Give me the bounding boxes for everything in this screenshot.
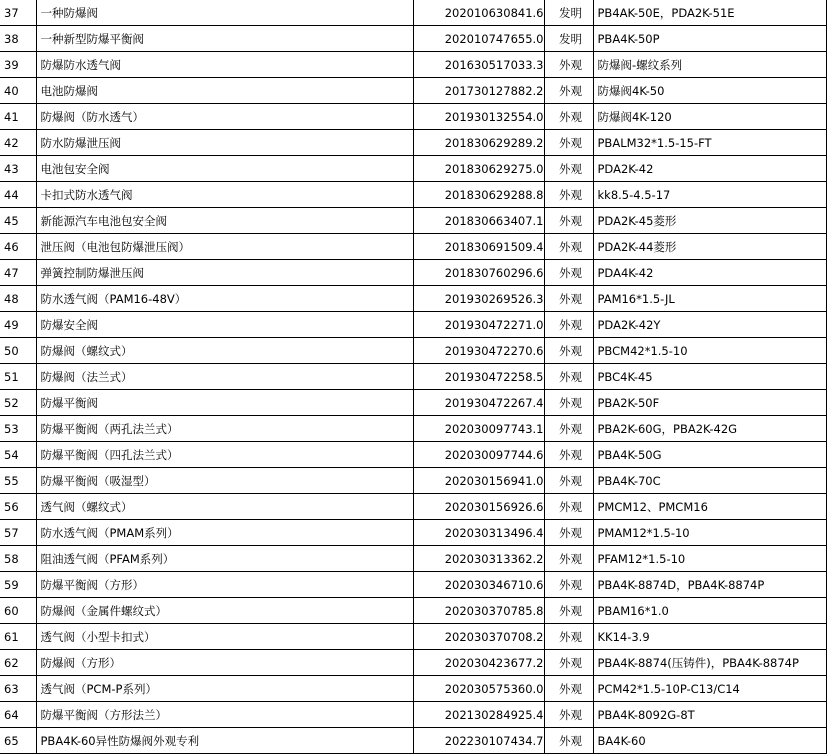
patent-type-cell: 外观 xyxy=(544,702,593,728)
patent-number-cell: 201630517033.3 xyxy=(413,52,544,78)
row-number-cell: 55 xyxy=(0,468,36,494)
product-name-cell: 电池包安全阀 xyxy=(36,156,413,182)
row-number-cell: 37 xyxy=(0,0,36,26)
patent-number-cell: 201830629275.0 xyxy=(413,156,544,182)
model-cell: PDA2K-42 xyxy=(593,156,826,182)
row-number-cell: 39 xyxy=(0,52,36,78)
product-name-cell: 防爆阀（防水透气） xyxy=(36,104,413,130)
patent-type-cell: 发明 xyxy=(544,26,593,52)
patent-number-cell: 201930132554.0 xyxy=(413,104,544,130)
row-number-cell: 43 xyxy=(0,156,36,182)
row-number-cell: 64 xyxy=(0,702,36,728)
model-cell: PBA4K-8874(压铸件)，PBA4K-8874P xyxy=(593,650,826,676)
row-number-cell: 56 xyxy=(0,494,36,520)
patent-type-cell: 外观 xyxy=(544,390,593,416)
table-row xyxy=(0,416,826,442)
row-number-cell: 40 xyxy=(0,78,36,104)
product-name-cell: 防爆平衡阀 xyxy=(36,390,413,416)
row-number-cell: 45 xyxy=(0,208,36,234)
table-row xyxy=(0,728,826,754)
model-cell: 防爆阀4K-120 xyxy=(593,104,826,130)
table-row xyxy=(0,260,826,286)
table-row xyxy=(0,156,826,182)
patent-number-cell: 202010747655.0 xyxy=(413,26,544,52)
patent-type-cell: 外观 xyxy=(544,78,593,104)
patent-type-cell: 外观 xyxy=(544,104,593,130)
product-name-cell: 阻油透气阀（PFAM系列） xyxy=(36,546,413,572)
model-cell: kk8.5-4.5-17 xyxy=(593,182,826,208)
patent-type-cell: 外观 xyxy=(544,546,593,572)
model-cell: PBA4K-50P xyxy=(593,26,826,52)
patent-type-cell: 外观 xyxy=(544,338,593,364)
patent-type-cell: 外观 xyxy=(544,260,593,286)
patent-type-cell: 外观 xyxy=(544,728,593,754)
model-cell: PBA4K-8874D，PBA4K-8874P xyxy=(593,572,826,598)
row-number-cell: 51 xyxy=(0,364,36,390)
product-name-cell: 卡扣式防水透气阀 xyxy=(36,182,413,208)
patent-number-cell: 202230107434.7 xyxy=(413,728,544,754)
model-cell: PBA4K-8092G-8T xyxy=(593,702,826,728)
row-number-cell: 41 xyxy=(0,104,36,130)
patent-number-cell: 202030156941.0 xyxy=(413,468,544,494)
product-name-cell: 泄压阀（电池包防爆泄压阀） xyxy=(36,234,413,260)
patent-type-cell: 外观 xyxy=(544,442,593,468)
row-number-cell: 58 xyxy=(0,546,36,572)
row-number-cell: 48 xyxy=(0,286,36,312)
product-name-cell: 防水透气阀（PAM16-48V） xyxy=(36,286,413,312)
product-name-cell: 透气阀（PCM-P系列） xyxy=(36,676,413,702)
model-cell: PCM42*1.5-10P-C13/C14 xyxy=(593,676,826,702)
table-row xyxy=(0,130,826,156)
patent-number-cell: 202010630841.6 xyxy=(413,0,544,26)
patent-type-cell: 外观 xyxy=(544,52,593,78)
table-row xyxy=(0,312,826,338)
patent-number-cell: 201930472270.6 xyxy=(413,338,544,364)
patent-number-cell: 202030313362.2 xyxy=(413,546,544,572)
row-number-cell: 52 xyxy=(0,390,36,416)
row-number-cell: 50 xyxy=(0,338,36,364)
table-row xyxy=(0,650,826,676)
row-number-cell: 46 xyxy=(0,234,36,260)
model-cell: PB4AK-50E，PDA2K-51E xyxy=(593,0,826,26)
patent-type-cell: 外观 xyxy=(544,520,593,546)
patent-number-cell: 201930472258.5 xyxy=(413,364,544,390)
patent-number-cell: 202030423677.2 xyxy=(413,650,544,676)
product-name-cell: 防爆防水透气阀 xyxy=(36,52,413,78)
product-name-cell: 防水防爆泄压阀 xyxy=(36,130,413,156)
model-cell: PFAM12*1.5-10 xyxy=(593,546,826,572)
patent-type-cell: 外观 xyxy=(544,364,593,390)
patent-type-cell: 外观 xyxy=(544,286,593,312)
model-cell: PBA4K-70C xyxy=(593,468,826,494)
row-number-cell: 47 xyxy=(0,260,36,286)
patent-type-cell: 外观 xyxy=(544,208,593,234)
patent-number-cell: 201830760296.6 xyxy=(413,260,544,286)
row-number-cell: 61 xyxy=(0,624,36,650)
row-number-cell: 54 xyxy=(0,442,36,468)
model-cell: PDA2K-45菱形 xyxy=(593,208,826,234)
product-name-cell: 防爆平衡阀（两孔法兰式） xyxy=(36,416,413,442)
row-number-cell: 38 xyxy=(0,26,36,52)
product-name-cell: 透气阀（小型卡扣式） xyxy=(36,624,413,650)
patent-number-cell: 201730127882.2 xyxy=(413,78,544,104)
patent-number-cell: 202030313496.4 xyxy=(413,520,544,546)
table-row xyxy=(0,442,826,468)
patent-type-cell: 外观 xyxy=(544,416,593,442)
patent-number-cell: 202030097743.1 xyxy=(413,416,544,442)
table-row xyxy=(0,546,826,572)
product-name-cell: 防爆平衡阀（方形法兰） xyxy=(36,702,413,728)
patent-type-cell: 外观 xyxy=(544,312,593,338)
patent-type-cell: 外观 xyxy=(544,468,593,494)
patent-type-cell: 外观 xyxy=(544,650,593,676)
model-cell: PBA4K-50G xyxy=(593,442,826,468)
product-name-cell: 防水透气阀（PMAM系列） xyxy=(36,520,413,546)
product-name-cell: 弹簧控制防爆泄压阀 xyxy=(36,260,413,286)
patent-number-cell: 201830663407.1 xyxy=(413,208,544,234)
product-name-cell: PBA4K-60异性防爆阀外观专利 xyxy=(36,728,413,754)
model-cell: 防爆阀4K-50 xyxy=(593,78,826,104)
model-cell: PDA4K-42 xyxy=(593,260,826,286)
patent-number-cell: 202030346710.6 xyxy=(413,572,544,598)
patent-number-cell: 201930472267.4 xyxy=(413,390,544,416)
product-name-cell: 防爆阀（方形） xyxy=(36,650,413,676)
table-row xyxy=(0,702,826,728)
table-row xyxy=(0,104,826,130)
table-row xyxy=(0,52,826,78)
row-number-cell: 60 xyxy=(0,598,36,624)
patent-type-cell: 外观 xyxy=(544,494,593,520)
model-cell: PBA2K-50F xyxy=(593,390,826,416)
patent-number-cell: 201830691509.4 xyxy=(413,234,544,260)
table-row xyxy=(0,364,826,390)
patent-number-cell: 202130284925.4 xyxy=(413,702,544,728)
product-name-cell: 一种新型防爆平衡阀 xyxy=(36,26,413,52)
patent-number-cell: 202030097744.6 xyxy=(413,442,544,468)
table-row xyxy=(0,676,826,702)
patent-type-cell: 外观 xyxy=(544,182,593,208)
table-row xyxy=(0,520,826,546)
product-name-cell: 防爆安全阀 xyxy=(36,312,413,338)
patent-type-cell: 外观 xyxy=(544,572,593,598)
row-number-cell: 53 xyxy=(0,416,36,442)
model-cell: PBAM16*1.0 xyxy=(593,598,826,624)
row-number-cell: 42 xyxy=(0,130,36,156)
row-number-cell: 59 xyxy=(0,572,36,598)
row-number-cell: 63 xyxy=(0,676,36,702)
patent-number-cell: 201830629289.2 xyxy=(413,130,544,156)
product-name-cell: 防爆平衡阀（四孔法兰式） xyxy=(36,442,413,468)
patent-number-cell: 202030156926.6 xyxy=(413,494,544,520)
patent-number-cell: 201930269526.3 xyxy=(413,286,544,312)
row-number-cell: 44 xyxy=(0,182,36,208)
table-row xyxy=(0,624,826,650)
model-cell: PMCM12、PMCM16 xyxy=(593,494,826,520)
model-cell: PDA2K-42Y xyxy=(593,312,826,338)
row-number-cell: 62 xyxy=(0,650,36,676)
patent-type-cell: 外观 xyxy=(544,676,593,702)
table-row xyxy=(0,286,826,312)
table-row xyxy=(0,468,826,494)
table-row xyxy=(0,338,826,364)
patent-number-cell: 201830629288.8 xyxy=(413,182,544,208)
patent-type-cell: 外观 xyxy=(544,598,593,624)
table-row xyxy=(0,234,826,260)
product-name-cell: 防爆阀（金属件螺纹式） xyxy=(36,598,413,624)
model-cell: PAM16*1.5-JL xyxy=(593,286,826,312)
table-row xyxy=(0,78,826,104)
table-row xyxy=(0,390,826,416)
model-cell: PDA2K-44菱形 xyxy=(593,234,826,260)
table-row xyxy=(0,0,826,26)
table-row xyxy=(0,208,826,234)
table-row xyxy=(0,598,826,624)
product-name-cell: 防爆平衡阀（吸湿型） xyxy=(36,468,413,494)
product-name-cell: 电池防爆阀 xyxy=(36,78,413,104)
patent-type-cell: 外观 xyxy=(544,130,593,156)
model-cell: PMAM12*1.5-10 xyxy=(593,520,826,546)
model-cell: KK14-3.9 xyxy=(593,624,826,650)
product-name-cell: 防爆阀（螺纹式） xyxy=(36,338,413,364)
row-number-cell: 65 xyxy=(0,728,36,754)
patent-type-cell: 外观 xyxy=(544,624,593,650)
product-name-cell: 一种防爆阀 xyxy=(36,0,413,26)
product-name-cell: 防爆阀（法兰式） xyxy=(36,364,413,390)
model-cell: BA4K-60 xyxy=(593,728,826,754)
model-cell: PBC4K-45 xyxy=(593,364,826,390)
model-cell: PBCM42*1.5-10 xyxy=(593,338,826,364)
table-row xyxy=(0,572,826,598)
patent-number-cell: 202030575360.0 xyxy=(413,676,544,702)
patent-type-cell: 外观 xyxy=(544,234,593,260)
table-row xyxy=(0,182,826,208)
row-number-cell: 57 xyxy=(0,520,36,546)
patent-number-cell: 201930472271.0 xyxy=(413,312,544,338)
row-number-cell: 49 xyxy=(0,312,36,338)
patent-type-cell: 发明 xyxy=(544,0,593,26)
table-row xyxy=(0,26,826,52)
table-row xyxy=(0,494,826,520)
product-name-cell: 透气阀（螺纹式） xyxy=(36,494,413,520)
patent-number-cell: 202030370708.2 xyxy=(413,624,544,650)
patent-number-cell: 202030370785.8 xyxy=(413,598,544,624)
product-name-cell: 新能源汽车电池包安全阀 xyxy=(36,208,413,234)
patent-type-cell: 外观 xyxy=(544,156,593,182)
model-cell: 防爆阀-螺纹系列 xyxy=(593,52,826,78)
model-cell: PBALM32*1.5-15-FT xyxy=(593,130,826,156)
product-name-cell: 防爆平衡阀（方形） xyxy=(36,572,413,598)
model-cell: PBA2K-60G，PBA2K-42G xyxy=(593,416,826,442)
